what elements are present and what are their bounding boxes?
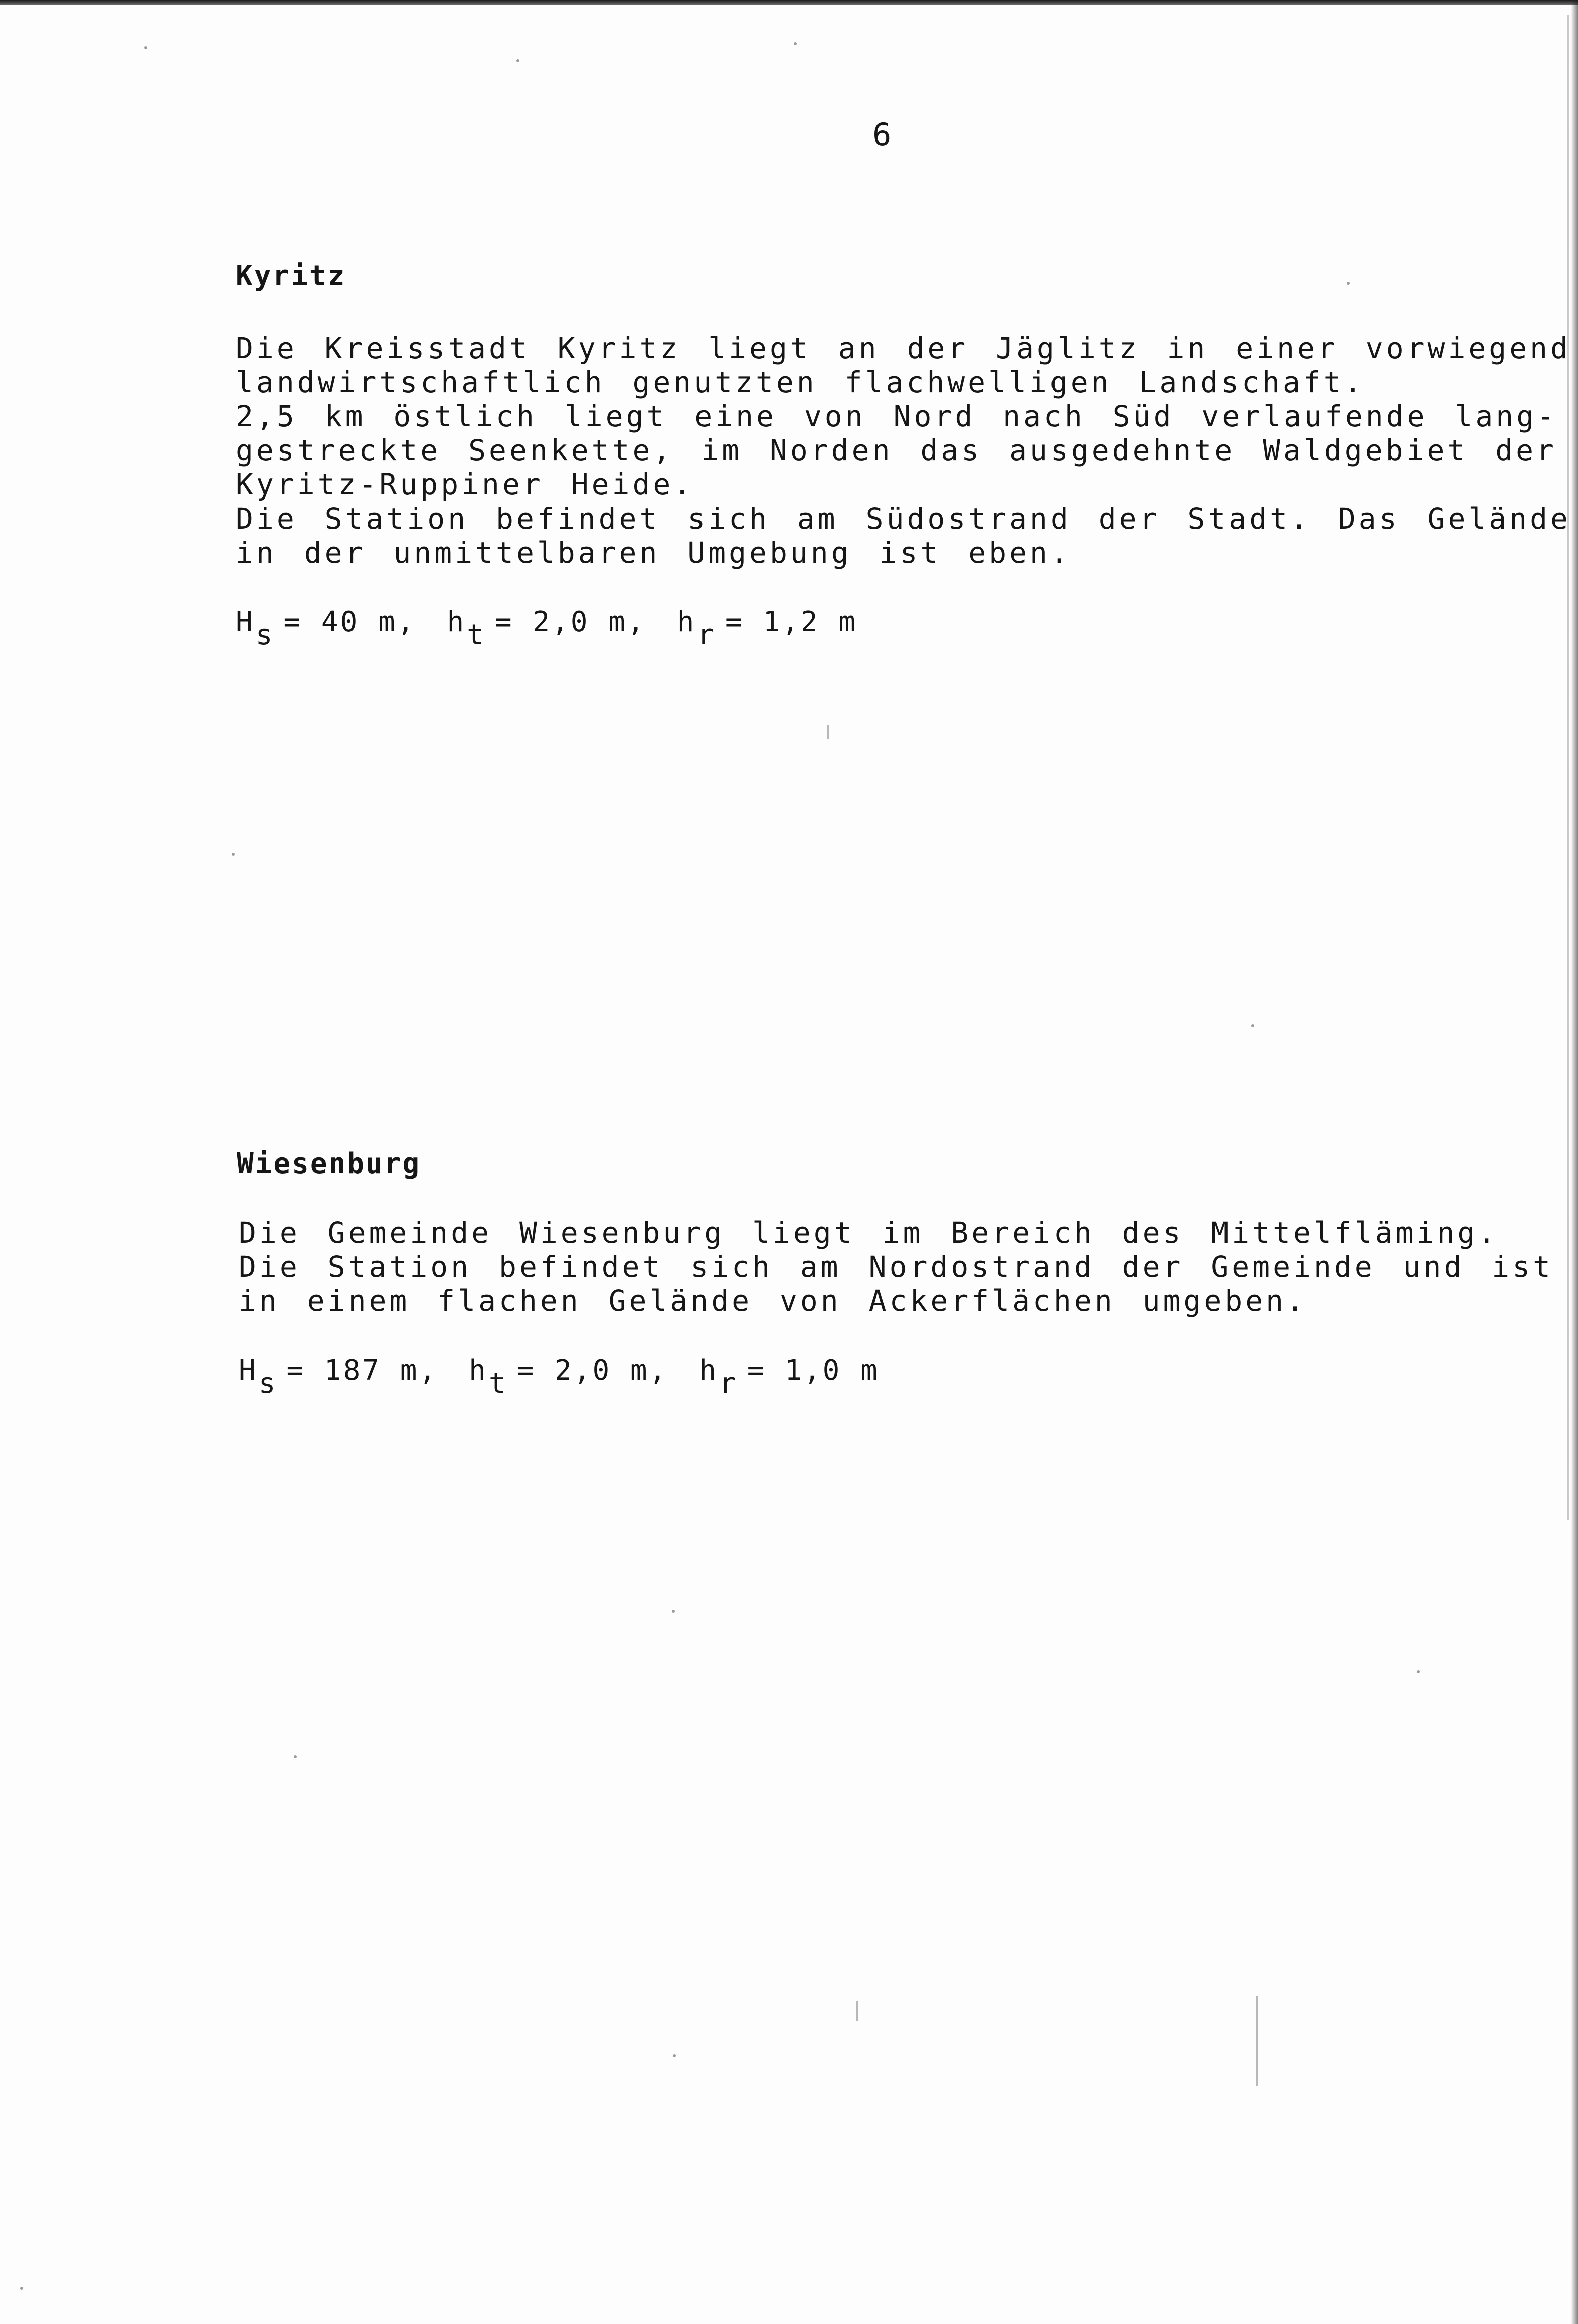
scan-speck [294,1755,297,1758]
paragraph-line: 2,5 km östlich liegt eine von Nord nach Süd verlaufende lang- [236,399,1558,433]
subscript: t [467,619,486,651]
scan-streak [856,2001,858,2021]
symbol: h [447,606,466,638]
receiver-height-term [677,606,858,651]
section-paragraph-wiesenburg [239,1216,1553,1318]
scan-edge-right [1571,0,1578,2324]
subscript: s [255,619,275,651]
scan-speck [516,59,519,62]
section-paragraph-kyritz [236,331,1571,570]
subscript: s [258,1367,278,1400]
paragraph-line: in einem flachen Gelände von Ackerflächen umgeben. [239,1284,1307,1318]
scan-speck [232,853,235,856]
paragraph-line: Die Station befindet sich am Südostrand der Stadt. Das Gelände [236,502,1571,536]
symbol: h [469,1354,488,1387]
scan-streak [827,725,829,739]
subscript: r [697,619,717,651]
station-parameters-kyritz [236,606,889,651]
symbol: h [699,1354,719,1387]
paragraph-line: gestreckte Seenkette, im Norden das ausgedehnte Waldgebiet der [236,433,1557,467]
scan-speck [144,46,147,49]
value: = 1,2 m [725,606,858,638]
scan-speck [1347,282,1350,285]
station-height-term [239,1354,438,1400]
value: = 40 m, [283,606,416,638]
symbol: H [236,606,255,638]
station-height-term [236,606,416,651]
scan-edge-line [1567,15,1569,1520]
value: = 1,0 m [747,1354,880,1387]
scan-edge-top [0,0,1578,5]
scan-speck [1251,1024,1254,1027]
transmitter-height-term [469,1354,668,1400]
page-number: 6 [872,116,893,153]
subscript: t [488,1367,508,1400]
paragraph-line: landwirtschaftlich genutzten flachwelligen Landschaft. [236,365,1365,399]
section-heading-kyritz: Kyritz [236,260,346,292]
paragraph-line: Die Gemeinde Wiesenburg liegt im Bereich des Mittelfläming. [239,1216,1499,1250]
scan-speck [673,2054,676,2057]
station-parameters-wiesenburg [239,1354,911,1400]
scan-speck [20,2287,23,2290]
subscript: r [719,1367,738,1400]
scan-speck [672,1610,675,1613]
paragraph-line: Kyritz-Ruppiner Heide. [236,467,694,502]
symbol: H [239,1354,258,1387]
scan-streak [1256,1996,1258,2086]
paragraph-line: Die Station befindet sich am Nordostrand der Gemeinde und ist [239,1250,1554,1284]
receiver-height-term [699,1354,880,1400]
value: = 2,0 m, [494,606,646,638]
scan-speck [794,42,797,45]
value: = 187 m, [286,1354,438,1387]
scan-speck [1417,1670,1420,1673]
value: = 2,0 m, [516,1354,668,1387]
transmitter-height-term [447,606,646,651]
paragraph-line: in der unmittelbaren Umgebung ist eben. [236,536,1071,570]
paragraph-line: Die Kreisstadt Kyritz liegt an der Jäglitz in einer vorwiegend [236,331,1571,365]
symbol: h [677,606,696,638]
section-heading-wiesenburg: Wiesenburg [237,1147,421,1180]
